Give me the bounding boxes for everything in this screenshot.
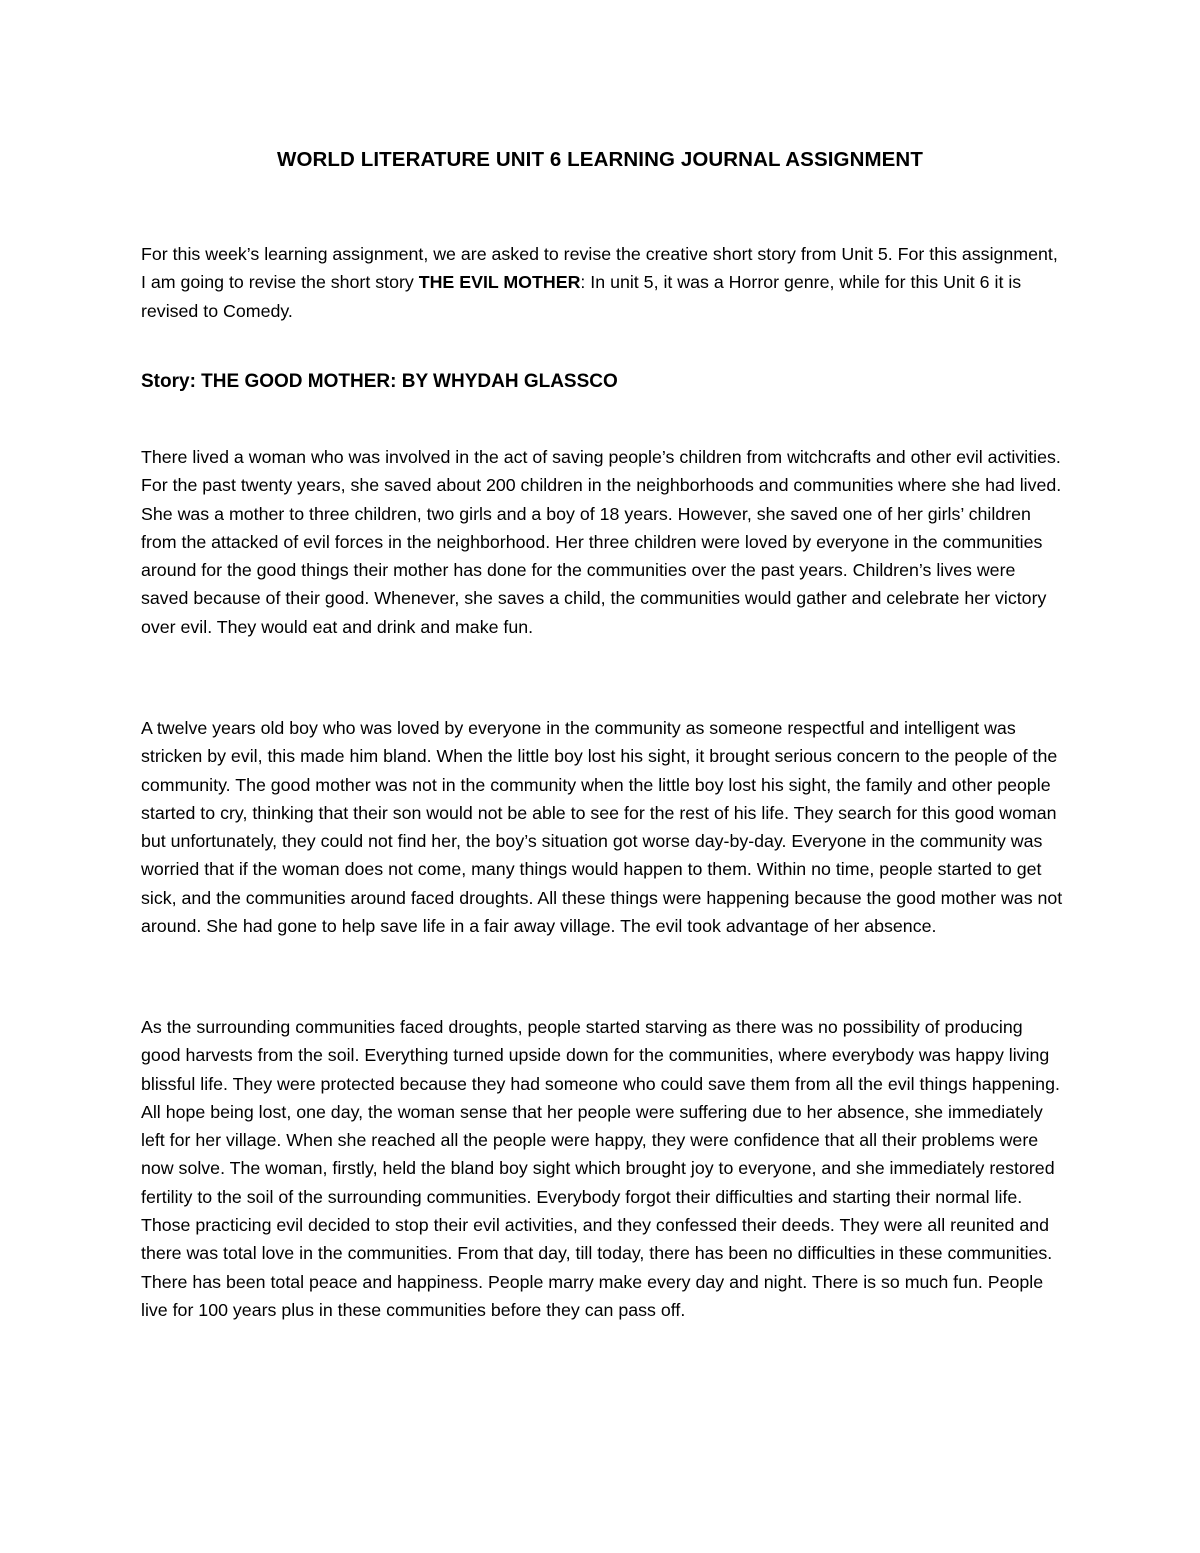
story-paragraph-2: A twelve years old boy who was loved by everyone in the community as someone respectful and intelligent was stricken by evil, this made him bland. When the little boy lost his sight, it brought serious concern to the people of the community. The good mother was not in the community when the little boy lost his sight, the family and other people started to cry, thinking that their son would not be able to see for the rest of his life. They search for this good woman but unfortunately, they could not find her, the boy’s situation got worse day-by-day. Everyone in the community was worried that if the woman does not come, many things would happen to them. Within no time, people started to get sick, and the communities around faced droughts. All these things were happening because the good mother was not around. She had gone to help save life in a fair away village. The evil took advantage of her absence. (141, 718, 1063, 937)
story-heading: Story: THE GOOD MOTHER: BY WHYDAH GLASSCO (141, 371, 618, 392)
story-paragraph-3: As the surrounding communities faced droughts, people started starving as there was no possibility of producing good harvests from the soil. Everything turned upside down for the communities, where everybody was happy living blissful life. They were protected because they had someone who could save them from all the evil things happening. All hope being lost, one day, the woman sense that her people were suffering due to her absence, she immediately left for her village. When she reached all the people were happy, they were confidence that all their problems were now solve. The woman, firstly, held the bland boy sight which brought joy to everyone, and she immediately restored fertility to the soil of the surrounding communities. Everybody forgot their difficulties and starting their normal life. Those practicing evil decided to stop their evil activities, and they confessed their deeds. They were all reunited and there was total love in the communities. From that day, till today, there has been no difficulties in these communities. There has been total peace and happiness. People marry make every day and night. There is so much fun. People live for 100 years plus in these communities before they can pass off. (141, 1017, 1060, 1320)
document-title: WORLD LITERATURE UNIT 6 LEARNING JOURNAL ASSIGNMENT (277, 148, 923, 171)
intro-text-part1: For this week’s learning assignment, we are asked to revise the creative short story from Unit 5. For this assignment, I am going to revise the short story (141, 244, 1058, 293)
story-paragraph-1: There lived a woman who was involved in the act of saving people’s children from witchcrafts and other evil activities. For the past twenty years, she saved about 200 children in the neighborhoods and communities where she had lived. She was a mother to three children, two girls and a boy of 18 years. However, she saved one of her girls’ children from the attacked of evil forces in the neighborhood. Her three children were loved by everyone in the communities around for the good things their mother has done for the communities over the past years. Children’s lives were saved because of their good. Whenever, she saves a child, the communities would gather and celebrate her victory over evil. They would eat and drink and make fun. (141, 447, 1062, 637)
intro-text-part2: : In unit 5, it was a Horror genre, while for this Unit 6 it is revised to Comedy. (141, 272, 1022, 321)
intro-paragraph (141, 240, 1066, 325)
intro-bold-story-title: THE EVIL MOTHER (418, 272, 581, 293)
